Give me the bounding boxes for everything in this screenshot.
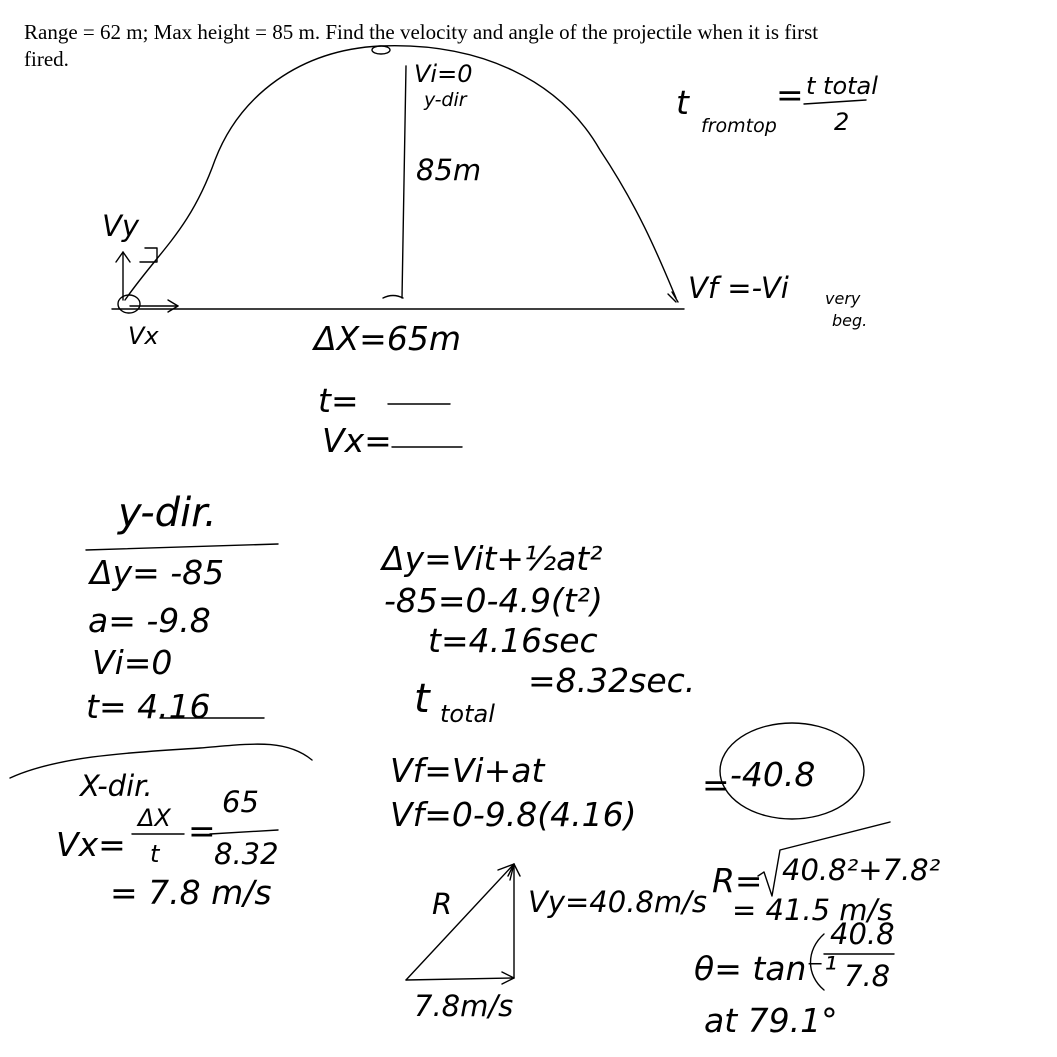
dx-label: ΔX=65m	[314, 319, 461, 358]
65-fraction-bar	[210, 830, 278, 834]
eq-vf-equals: =	[702, 765, 730, 804]
x-dir-heading: X-dir.	[80, 769, 153, 803]
t-fromtop-equals: =	[776, 75, 804, 114]
tri-vy-label: Vy=40.8m/s	[528, 885, 707, 919]
r-result: = 41.5 m/s	[732, 893, 893, 927]
vx-blank-label: Vx=	[322, 421, 392, 460]
a-given: a= -9.8	[88, 601, 211, 640]
y-dir-underline	[86, 544, 278, 550]
r-eq: R=	[712, 861, 763, 900]
tri-vx-label: 7.8m/s	[414, 989, 514, 1023]
eq-ttotal-sub: total	[440, 700, 495, 728]
eq-sub: -85=0-4.9(t²)	[384, 581, 603, 620]
problem-statement: Range = 62 m; Max height = 85 m. Find the velocity and angle of the projectile when it is first fired.	[24, 20, 819, 71]
landing-scribble	[668, 292, 678, 302]
t-total-label: t total	[806, 72, 878, 100]
eq-dy: Δy=Vit+½at²	[382, 539, 603, 578]
height-label: 85m	[416, 153, 482, 187]
section-divider	[10, 744, 312, 778]
trajectory-arc	[125, 46, 676, 300]
theta-result: at 79.1°	[704, 1001, 838, 1040]
t-given: t= 4.16	[86, 687, 211, 726]
vx-eq2: =	[188, 811, 216, 850]
apex-scribble	[372, 46, 390, 54]
eq-vf-sub: Vf=0-9.8(4.16)	[390, 795, 637, 834]
eq-t: t=4.16sec	[428, 621, 598, 660]
launch-point	[118, 295, 140, 313]
t-total-denominator: 2	[834, 108, 850, 136]
t-fromtop-label: t	[676, 83, 689, 122]
t-blank-label: t=	[318, 381, 359, 420]
eq-vf-result: -40.8	[730, 755, 816, 794]
den-832: 8.32	[214, 837, 279, 871]
right-angle-mark	[140, 248, 157, 262]
dy-given: Δy= -85	[90, 553, 225, 592]
vx-label: Vx	[128, 322, 159, 350]
tri-r-label: R	[432, 887, 453, 921]
vi-given: Vi=0	[92, 643, 173, 682]
vi-zero-label: Vi=0	[414, 60, 473, 88]
eq-ttotal-val: =8.32sec.	[528, 661, 696, 700]
num-65: 65	[222, 785, 259, 819]
y-dir-heading: y-dir.	[118, 490, 217, 536]
vf-label: Vf =-Vi	[688, 271, 789, 305]
eq-vf: Vf=Vi+at	[390, 751, 545, 790]
y-dir-label: y-dir	[424, 89, 467, 111]
theta-den: 7.8	[844, 959, 891, 993]
t-fraction-den: t	[150, 840, 160, 868]
vx-eq-label: Vx=	[56, 825, 126, 864]
dx-fraction-num: ΔX	[138, 804, 171, 832]
triangle-hypotenuse	[406, 864, 514, 980]
beg-label: beg.	[832, 311, 868, 330]
height-line	[402, 66, 406, 298]
t-fromtop-sub: fromtop	[701, 115, 777, 137]
vy-label: Vy	[102, 209, 140, 243]
eq-ttotal-t: t	[414, 676, 430, 722]
theta-eq: θ= tan⁻¹	[694, 949, 838, 988]
very-label: very	[825, 289, 861, 308]
r-radicand: 40.8²+7.8²	[782, 853, 941, 887]
theta-num: 40.8	[830, 917, 895, 951]
triangle-base	[406, 978, 514, 980]
height-foot	[383, 296, 403, 299]
vx-result: = 7.8 m/s	[110, 873, 272, 912]
t-total-fraction-bar	[804, 100, 866, 104]
